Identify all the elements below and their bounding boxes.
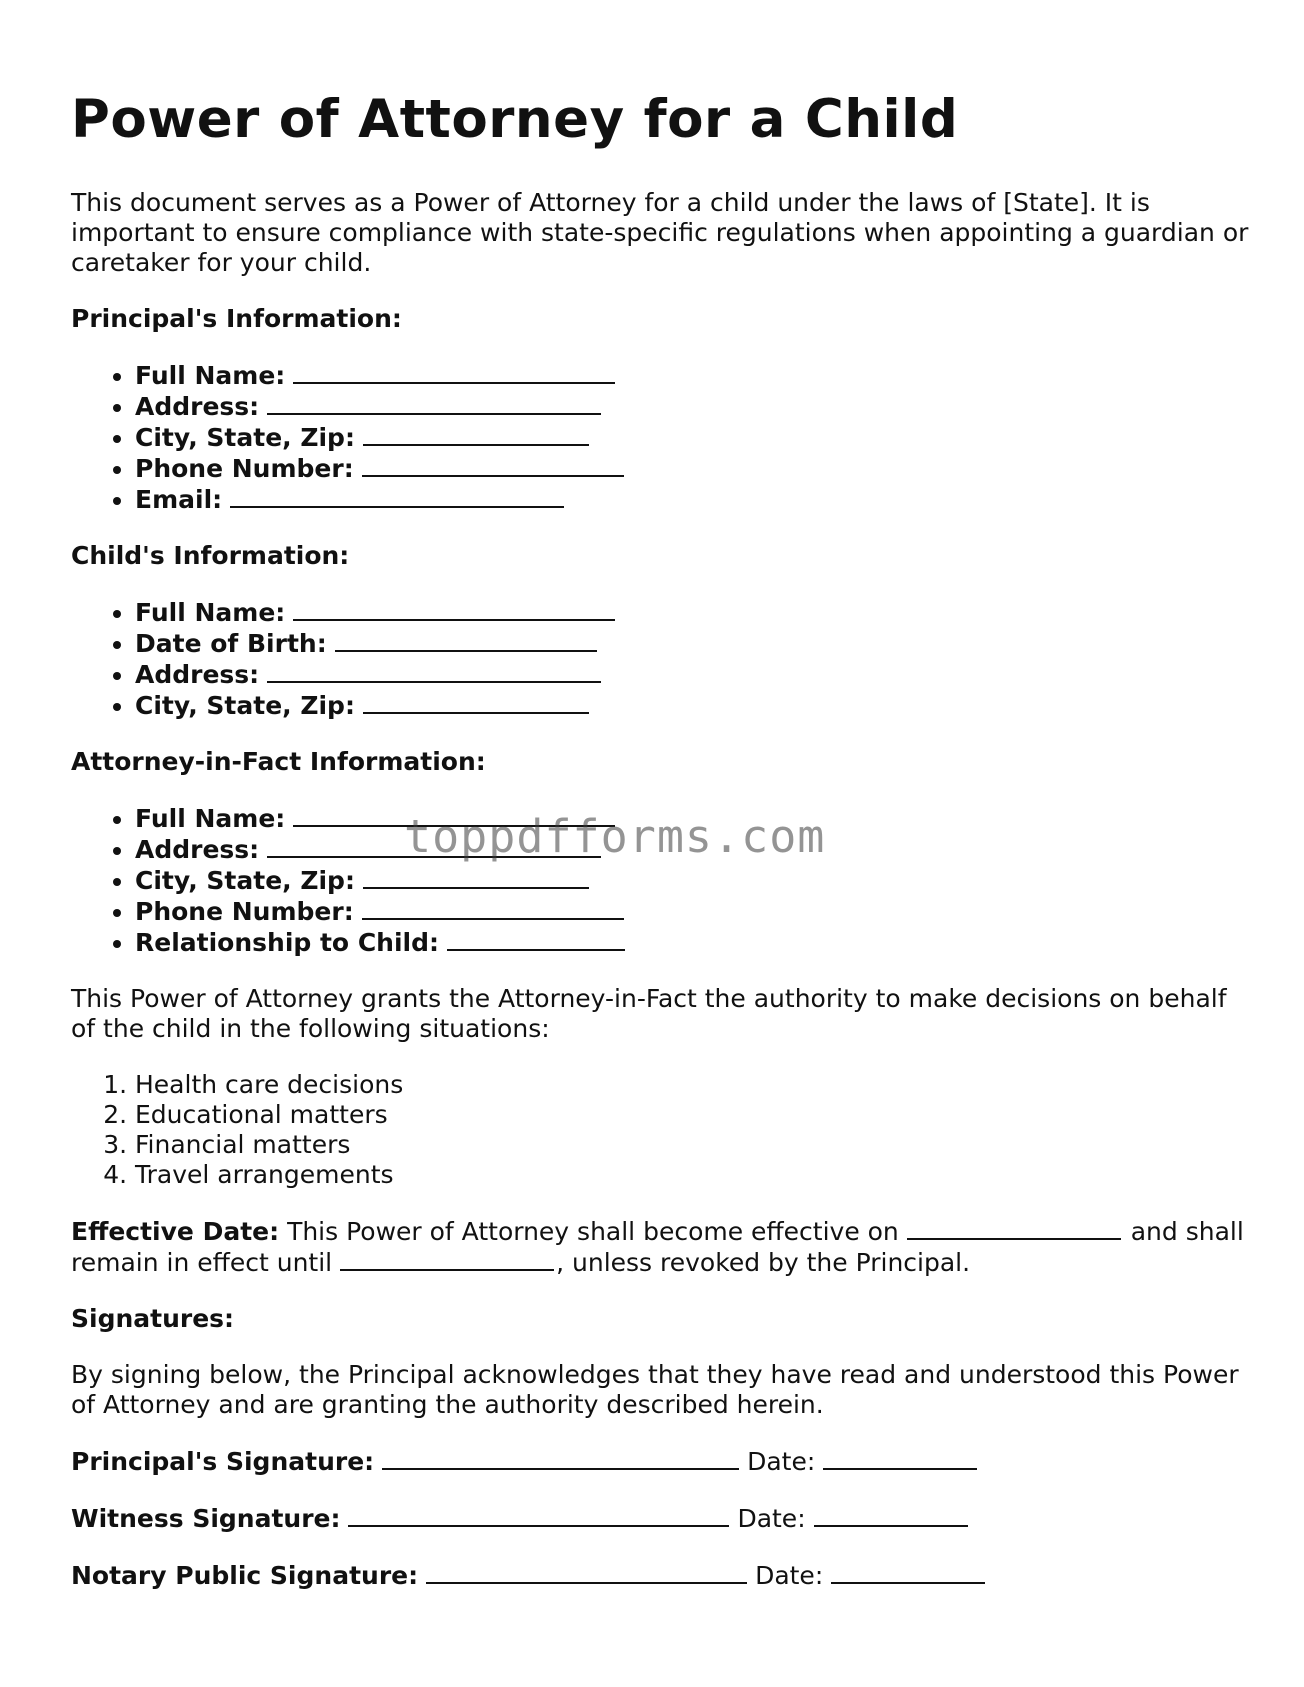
effective-date-label: Effective Date: — [71, 1217, 280, 1246]
situation-item: 2. Educational matters — [135, 1100, 1251, 1130]
situation-item: 3. Financial matters — [135, 1130, 1251, 1160]
principal-signature-label: Principal's Signature: — [71, 1447, 375, 1476]
field-label: Address: — [135, 392, 260, 421]
field-label: City, State, Zip: — [135, 691, 355, 720]
child-dob-field — [135, 628, 1251, 659]
principal-full-name-blank[interactable] — [293, 360, 615, 384]
principal-full-name-field — [135, 360, 1251, 391]
field-label: Full Name: — [135, 598, 286, 627]
effective-text-c: , unless revoked by the Principal. — [556, 1248, 971, 1277]
attorney-address-field — [135, 834, 1251, 865]
attorney-relationship-blank[interactable] — [447, 927, 625, 951]
attorney-phone-field — [135, 896, 1251, 927]
effective-text-a: This Power of Attorney shall become effective on — [287, 1217, 899, 1246]
principal-email-field — [135, 484, 1251, 515]
attorney-address-blank[interactable] — [267, 834, 601, 858]
child-heading: Child's Information: — [71, 541, 350, 570]
field-label: City, State, Zip: — [135, 866, 355, 895]
principal-address-field — [135, 391, 1251, 422]
acknowledgement-paragraph: By signing below, the Principal acknowledges that they have read and understood this Power of Attorney and are granting the authority described herein. — [71, 1360, 1239, 1419]
witness-date-blank[interactable] — [814, 1503, 968, 1527]
date-label: Date: — [755, 1561, 824, 1590]
attorney-phone-blank[interactable] — [362, 896, 624, 920]
child-fields-list — [71, 597, 1251, 721]
notary-signature-label: Notary Public Signature: — [71, 1561, 419, 1590]
date-label: Date: — [737, 1504, 806, 1533]
attorney-relationship-field — [135, 927, 1251, 958]
principal-phone-blank[interactable] — [362, 453, 624, 477]
field-label: Full Name: — [135, 361, 286, 390]
notary-signature-row — [71, 1560, 1251, 1591]
notary-signature-blank[interactable] — [426, 1560, 747, 1584]
principal-signature-blank[interactable] — [382, 1446, 739, 1470]
date-label: Date: — [747, 1447, 816, 1476]
principal-city-state-zip-blank[interactable] — [363, 422, 589, 446]
field-label: Email: — [135, 485, 223, 514]
watermark-text: toppdfforms.com — [404, 810, 826, 863]
principal-signature-row — [71, 1446, 1251, 1477]
principal-email-blank[interactable] — [230, 484, 564, 508]
field-label: Address: — [135, 835, 260, 864]
witness-signature-row — [71, 1503, 1251, 1534]
signatures-heading: Signatures: — [71, 1304, 235, 1333]
field-label: Date of Birth: — [135, 629, 327, 658]
principal-fields-list — [71, 360, 1251, 515]
child-dob-blank[interactable] — [335, 628, 597, 652]
situation-item: 4. Travel arrangements — [135, 1160, 1251, 1190]
principal-date-blank[interactable] — [823, 1446, 977, 1470]
attorney-full-name-field — [135, 803, 1251, 834]
notary-date-blank[interactable] — [831, 1560, 985, 1584]
effective-text-b: and shall remain in effect until — [71, 1217, 1244, 1277]
attorney-city-state-zip-blank[interactable] — [363, 865, 589, 889]
field-label: Phone Number: — [135, 897, 354, 926]
attorney-full-name-blank[interactable] — [293, 803, 615, 827]
effective-start-blank[interactable] — [907, 1216, 1121, 1240]
document-page — [71, 88, 1251, 1617]
child-address-field — [135, 659, 1251, 690]
effective-end-blank[interactable] — [340, 1247, 554, 1271]
child-full-name-blank[interactable] — [293, 597, 615, 621]
principal-city-state-zip-field — [135, 422, 1251, 453]
effective-date-paragraph — [71, 1216, 1251, 1278]
field-label: Full Name: — [135, 804, 286, 833]
attorney-city-state-zip-field — [135, 865, 1251, 896]
witness-signature-blank[interactable] — [348, 1503, 729, 1527]
attorney-heading: Attorney-in-Fact Information: — [71, 747, 486, 776]
child-full-name-field — [135, 597, 1251, 628]
child-city-state-zip-blank[interactable] — [363, 690, 589, 714]
field-label: Phone Number: — [135, 454, 354, 483]
intro-paragraph: This document serves as a Power of Attorney for a child under the laws of [State]. It is important to ensure compliance with state-specific regulations when appointing a guardian or caretaker for your child. — [71, 188, 1249, 277]
grant-paragraph: This Power of Attorney grants the Attorney-in-Fact the authority to make decisions on behalf of the child in the following situations: — [71, 984, 1227, 1043]
situations-list — [71, 1070, 1251, 1190]
witness-signature-label: Witness Signature: — [71, 1504, 341, 1533]
page-title: Power of Attorney for a Child — [71, 89, 959, 150]
field-label: Relationship to Child: — [135, 928, 439, 957]
principal-phone-field — [135, 453, 1251, 484]
principal-address-blank[interactable] — [267, 391, 601, 415]
situation-item: 1. Health care decisions — [135, 1070, 1251, 1100]
principal-heading: Principal's Information: — [71, 304, 402, 333]
child-city-state-zip-field — [135, 690, 1251, 721]
field-label: Address: — [135, 660, 260, 689]
field-label: City, State, Zip: — [135, 423, 355, 452]
child-address-blank[interactable] — [267, 659, 601, 683]
attorney-fields-list — [71, 803, 1251, 958]
